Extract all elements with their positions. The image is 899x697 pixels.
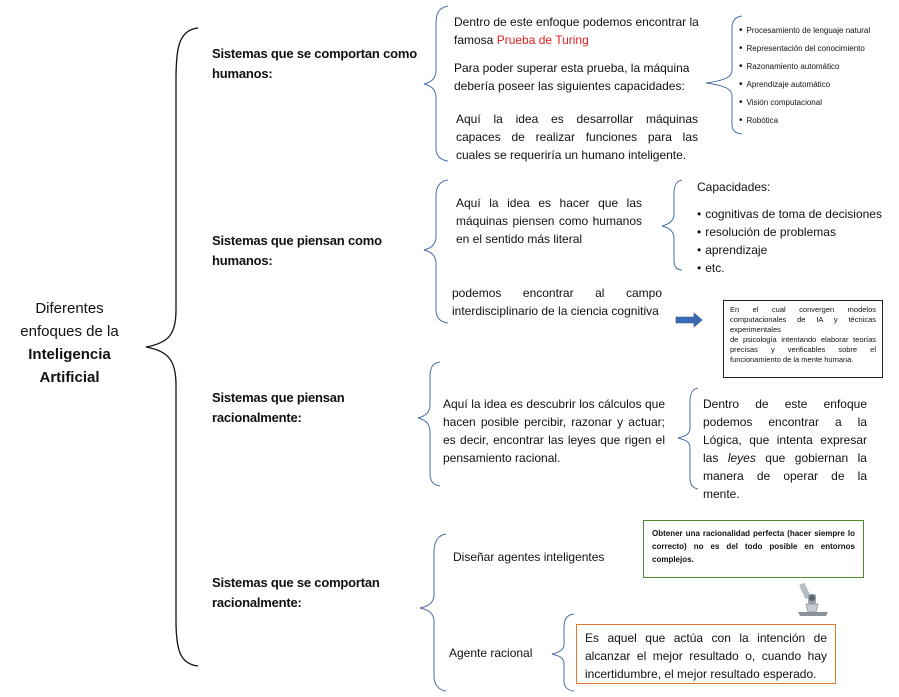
s2-caps-title: Capacidades: [697, 180, 771, 194]
root-line-4: Artificial [39, 369, 100, 386]
capability-item: • Visión computacional [739, 94, 899, 112]
s4-rationality-note: Obtener una racionalidad perfecta (hacer siempre lo correcto) no es del todo posible en entornos complejos. [643, 520, 864, 578]
capability-item: • Aprendizaje automático [739, 76, 899, 94]
s2-brace [424, 180, 448, 323]
main-brace [146, 28, 198, 666]
s2-cap-item: • etc. [697, 259, 887, 277]
s1-turing-text [454, 13, 710, 49]
s2-title: Sistemas que piensan como humanos: [212, 233, 382, 268]
s4-title: Sistemas que se comportan racionalmente: [212, 575, 380, 610]
s2-cognitive-box [723, 300, 883, 378]
s2-box-line-1: En el cual convergen modelos computacionales de IA y técnicas experimentales [730, 305, 876, 334]
s1-capabilities-list [739, 22, 899, 130]
arrow-icon [676, 313, 702, 327]
robot-arm-icon [798, 582, 828, 616]
s1-turing-prefix: Dentro de este enfoque podemos encontrar la famosa [454, 15, 699, 47]
root-line-1: Diferentes [35, 300, 104, 317]
s2-cap-item: • resolución de problemas [697, 223, 887, 241]
s1-brace [424, 6, 448, 161]
s2-box-line-2: de psicología intentando elaborar teorías precisas y verificables sobre el funcionamiento de la mente humana. [730, 335, 876, 364]
s3-idea-text: Aquí la idea es descubrir los cálculos que hacen posible percibir, razonar y actuar; es decir, encontrar las leyes que rigen el pensamiento racional. [443, 397, 665, 465]
turing-test-link[interactable]: Prueba de Turing [496, 33, 589, 47]
s2-cap-item: • aprendizaje [697, 241, 887, 259]
s4-rational-agent-def: Es aquel que actúa con la intención de alcanzar el mejor resultado o, cuando hay incertidumbre, el mejor resultado esperado. [576, 624, 836, 684]
s3-title: Sistemas que piensan racionalmente: [212, 390, 345, 425]
s2-cap-item: • cognitivas de toma de decisiones [697, 205, 887, 223]
s4-rational-agent: Agente racional [449, 646, 533, 660]
s2-idea-text: Aquí la idea es hacer que las máquinas piensen como humanos en el sentido más literal [456, 196, 642, 246]
s3-logic-prefix: Dentro de este enfoque podemos encontrar a la Lógica, que intenta expresar las [703, 397, 867, 465]
s3-brace [418, 362, 440, 486]
s2-caps-brace [662, 180, 682, 270]
s1-idea-text: Aquí la idea es desarrollar máquinas capaces de realizar funciones para las cuales se requeriría un humano inteligente. [456, 112, 698, 162]
s2-capacities [697, 178, 887, 277]
root-topic [12, 297, 127, 389]
capability-item: • Razonamiento automático [739, 58, 899, 76]
s2-cognitive-text: podemos encontrar al campo interdisciplinario de la ciencia cognitiva [452, 286, 662, 318]
root-line-2: enfoques de la [20, 323, 119, 340]
s3-right-brace [678, 388, 698, 489]
s1-title: Sistemas que se comportan como humanos: [212, 46, 417, 81]
s3-logic-em: leyes [727, 451, 756, 465]
s1-caps-brace [706, 16, 742, 134]
capability-item: • Procesamiento de lenguaje natural [739, 22, 899, 40]
s1-capacities-text: Para poder superar esta prueba, la máquina debería poseer las siguientes capacidades: [454, 61, 690, 93]
capability-item: • Robótica [739, 112, 899, 130]
s4-brace [420, 534, 446, 691]
capability-item: • Representación del conocimiento [739, 40, 899, 58]
root-line-3: Inteligencia [28, 346, 111, 363]
s3-logic-suffix: que gobiernan la manera de operar de la mente. [703, 451, 867, 501]
s4-design-agents: Diseñar agentes inteligentes [453, 550, 605, 564]
s3-logic-text [703, 395, 867, 503]
